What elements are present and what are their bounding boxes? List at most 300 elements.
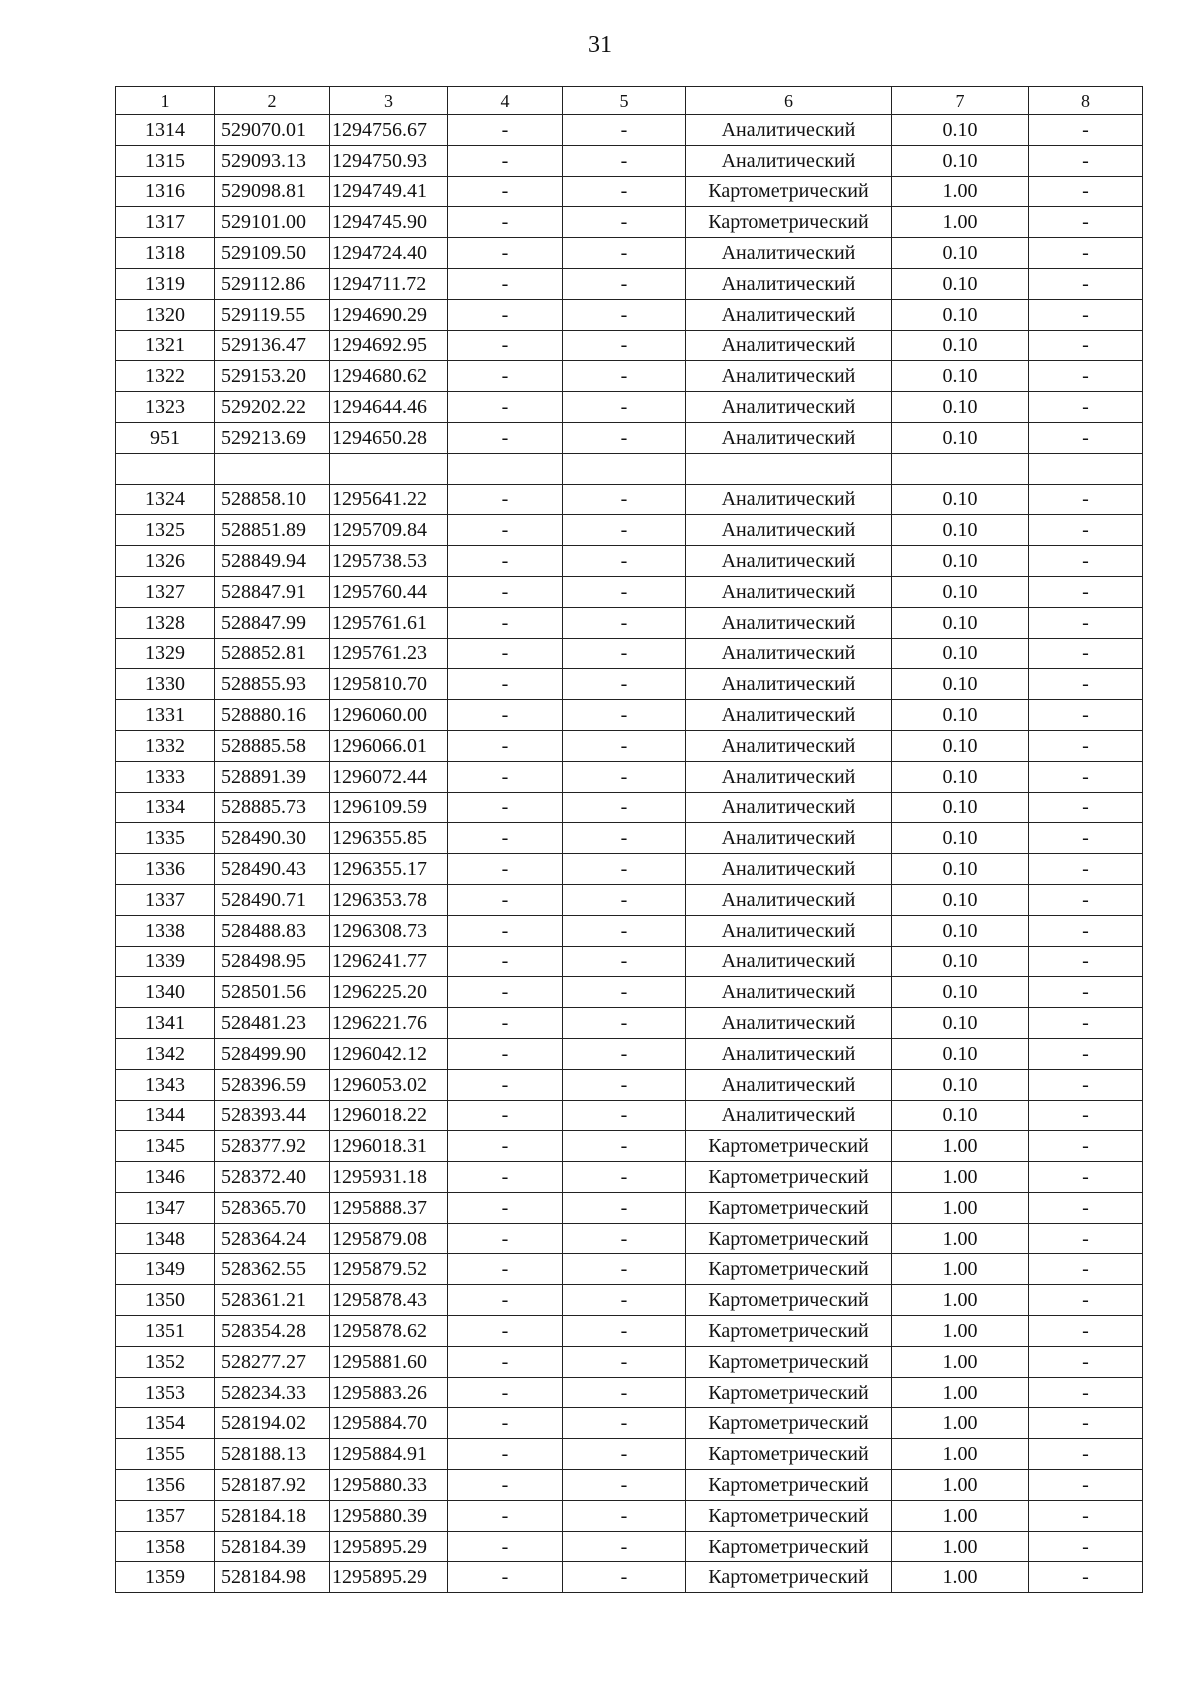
y-coordinate-cell: 1296109.59 <box>330 792 448 823</box>
point-number-cell: 1350 <box>116 1285 215 1316</box>
method-cell: Картометрический <box>686 1377 892 1408</box>
point-number-cell: 1338 <box>116 915 215 946</box>
y-coordinate-cell: 1295884.91 <box>330 1439 448 1470</box>
accuracy-cell: 0.10 <box>892 145 1029 176</box>
column-4-cell: - <box>448 1377 563 1408</box>
column-8-cell: - <box>1029 1346 1143 1377</box>
accuracy-cell: 1.00 <box>892 1192 1029 1223</box>
column-8-cell: - <box>1029 1470 1143 1501</box>
accuracy-cell: 1.00 <box>892 1500 1029 1531</box>
column-4-cell: - <box>448 1254 563 1285</box>
table-row <box>116 1162 1143 1193</box>
column-5-cell: - <box>563 361 686 392</box>
x-coordinate-cell: 528501.56 <box>215 977 330 1008</box>
column-4-cell: - <box>448 1316 563 1347</box>
y-coordinate-cell: 1296053.02 <box>330 1069 448 1100</box>
x-coordinate-cell: 528499.90 <box>215 1038 330 1069</box>
y-coordinate-cell: 1296355.17 <box>330 854 448 885</box>
point-number-cell: 1359 <box>116 1562 215 1593</box>
column-4-cell: - <box>448 946 563 977</box>
x-coordinate-cell: 529136.47 <box>215 330 330 361</box>
accuracy-cell: 1.00 <box>892 1439 1029 1470</box>
column-5-cell: - <box>563 115 686 146</box>
column-5-cell: - <box>563 392 686 423</box>
x-coordinate-cell: 528885.58 <box>215 730 330 761</box>
column-5-cell: - <box>563 1069 686 1100</box>
method-cell: Картометрический <box>686 1439 892 1470</box>
x-coordinate-cell: 528354.28 <box>215 1316 330 1347</box>
accuracy-cell: 0.10 <box>892 299 1029 330</box>
y-coordinate-cell: 1294644.46 <box>330 392 448 423</box>
method-cell: Аналитический <box>686 607 892 638</box>
table-row <box>116 946 1143 977</box>
column-8-cell: - <box>1029 607 1143 638</box>
x-coordinate-cell: 529093.13 <box>215 145 330 176</box>
column-5-cell: - <box>563 330 686 361</box>
point-number-cell <box>116 453 215 484</box>
column-4-cell: - <box>448 884 563 915</box>
column-4-cell: - <box>448 823 563 854</box>
accuracy-cell: 0.10 <box>892 361 1029 392</box>
column-5-cell: - <box>563 1377 686 1408</box>
column-4-cell: - <box>448 607 563 638</box>
accuracy-cell: 0.10 <box>892 669 1029 700</box>
table-row <box>116 207 1143 238</box>
column-4-cell <box>448 453 563 484</box>
table-row <box>116 1531 1143 1562</box>
table-row <box>116 268 1143 299</box>
header-cell: 5 <box>563 87 686 115</box>
column-8-cell: - <box>1029 730 1143 761</box>
column-5-cell: - <box>563 761 686 792</box>
column-4-cell: - <box>448 792 563 823</box>
x-coordinate-cell: 529098.81 <box>215 176 330 207</box>
x-coordinate-cell: 528490.30 <box>215 823 330 854</box>
point-number-cell: 1314 <box>116 115 215 146</box>
table-row <box>116 977 1143 1008</box>
method-cell: Картометрический <box>686 1254 892 1285</box>
table-row <box>116 607 1143 638</box>
column-4-cell: - <box>448 361 563 392</box>
point-number-cell: 1348 <box>116 1223 215 1254</box>
y-coordinate-cell: 1296308.73 <box>330 915 448 946</box>
accuracy-cell: 1.00 <box>892 1562 1029 1593</box>
y-coordinate-cell: 1295709.84 <box>330 515 448 546</box>
table-row <box>116 1192 1143 1223</box>
point-number-cell: 1344 <box>116 1100 215 1131</box>
column-8-cell: - <box>1029 946 1143 977</box>
header-cell: 8 <box>1029 87 1143 115</box>
column-5-cell: - <box>563 915 686 946</box>
method-cell: Картометрический <box>686 1192 892 1223</box>
accuracy-cell: 0.10 <box>892 638 1029 669</box>
accuracy-cell: 0.10 <box>892 392 1029 423</box>
method-cell: Аналитический <box>686 1069 892 1100</box>
y-coordinate-cell: 1296042.12 <box>330 1038 448 1069</box>
column-8-cell: - <box>1029 915 1143 946</box>
point-number-cell: 1345 <box>116 1131 215 1162</box>
point-number-cell: 1322 <box>116 361 215 392</box>
y-coordinate-cell: 1295883.26 <box>330 1377 448 1408</box>
method-cell: Картометрический <box>686 1531 892 1562</box>
method-cell: Аналитический <box>686 730 892 761</box>
accuracy-cell: 1.00 <box>892 176 1029 207</box>
method-cell: Аналитический <box>686 238 892 269</box>
column-4-cell: - <box>448 1439 563 1470</box>
column-8-cell: - <box>1029 1285 1143 1316</box>
method-cell: Картометрический <box>686 1470 892 1501</box>
method-cell: Аналитический <box>686 823 892 854</box>
y-coordinate-cell: 1295888.37 <box>330 1192 448 1223</box>
column-8-cell: - <box>1029 145 1143 176</box>
column-8-cell: - <box>1029 1316 1143 1347</box>
y-coordinate-cell: 1295878.62 <box>330 1316 448 1347</box>
table-row <box>116 792 1143 823</box>
point-number-cell: 1357 <box>116 1500 215 1531</box>
column-8-cell: - <box>1029 854 1143 885</box>
accuracy-cell: 0.10 <box>892 546 1029 577</box>
column-4-cell: - <box>448 1470 563 1501</box>
column-5-cell: - <box>563 576 686 607</box>
x-coordinate-cell: 529101.00 <box>215 207 330 238</box>
y-coordinate-cell: 1295884.70 <box>330 1408 448 1439</box>
method-cell: Аналитический <box>686 422 892 453</box>
column-4-cell: - <box>448 422 563 453</box>
column-4-cell: - <box>448 330 563 361</box>
y-coordinate-cell: 1296355.85 <box>330 823 448 854</box>
y-coordinate-cell: 1295895.29 <box>330 1562 448 1593</box>
point-number-cell: 1315 <box>116 145 215 176</box>
column-5-cell: - <box>563 792 686 823</box>
method-cell: Аналитический <box>686 946 892 977</box>
table-row <box>116 484 1143 515</box>
point-number-cell: 1342 <box>116 1038 215 1069</box>
x-coordinate-cell: 528847.99 <box>215 607 330 638</box>
column-8-cell: - <box>1029 1377 1143 1408</box>
y-coordinate-cell: 1294756.67 <box>330 115 448 146</box>
point-number-cell: 1318 <box>116 238 215 269</box>
method-cell: Картометрический <box>686 1162 892 1193</box>
y-coordinate-cell: 1294711.72 <box>330 268 448 299</box>
accuracy-cell: 1.00 <box>892 1285 1029 1316</box>
column-8-cell: - <box>1029 1254 1143 1285</box>
column-8-cell: - <box>1029 392 1143 423</box>
table-row <box>116 823 1143 854</box>
method-cell: Картометрический <box>686 1285 892 1316</box>
method-cell: Аналитический <box>686 299 892 330</box>
column-5-cell: - <box>563 207 686 238</box>
column-5-cell: - <box>563 1562 686 1593</box>
method-cell: Картометрический <box>686 1131 892 1162</box>
point-number-cell: 1316 <box>116 176 215 207</box>
column-5-cell: - <box>563 1038 686 1069</box>
x-coordinate-cell: 528481.23 <box>215 1008 330 1039</box>
accuracy-cell: 0.10 <box>892 915 1029 946</box>
accuracy-cell: 0.10 <box>892 884 1029 915</box>
accuracy-cell: 0.10 <box>892 1008 1029 1039</box>
header-cell: 6 <box>686 87 892 115</box>
column-8-cell: - <box>1029 576 1143 607</box>
point-number-cell: 1327 <box>116 576 215 607</box>
table-row <box>116 392 1143 423</box>
y-coordinate-cell: 1296060.00 <box>330 700 448 731</box>
accuracy-cell: 1.00 <box>892 1408 1029 1439</box>
point-number-cell: 1329 <box>116 638 215 669</box>
x-coordinate-cell: 528184.39 <box>215 1531 330 1562</box>
column-4-cell: - <box>448 669 563 700</box>
header-cell: 3 <box>330 87 448 115</box>
method-cell: Аналитический <box>686 915 892 946</box>
column-4-cell: - <box>448 238 563 269</box>
x-coordinate-cell: 528490.43 <box>215 854 330 885</box>
column-5-cell: - <box>563 238 686 269</box>
accuracy-cell: 1.00 <box>892 1316 1029 1347</box>
column-5-cell: - <box>563 730 686 761</box>
method-cell: Аналитический <box>686 977 892 1008</box>
y-coordinate-cell: 1296353.78 <box>330 884 448 915</box>
point-number-cell: 1347 <box>116 1192 215 1223</box>
point-number-cell: 1337 <box>116 884 215 915</box>
point-number-cell: 1334 <box>116 792 215 823</box>
x-coordinate-cell: 528364.24 <box>215 1223 330 1254</box>
x-coordinate-cell: 529070.01 <box>215 115 330 146</box>
column-4-cell: - <box>448 268 563 299</box>
point-number-cell: 1317 <box>116 207 215 238</box>
column-5-cell: - <box>563 854 686 885</box>
column-5-cell: - <box>563 268 686 299</box>
accuracy-cell: 0.10 <box>892 515 1029 546</box>
method-cell: Аналитический <box>686 145 892 176</box>
x-coordinate-cell: 528377.92 <box>215 1131 330 1162</box>
accuracy-cell: 1.00 <box>892 1223 1029 1254</box>
method-cell: Аналитический <box>686 1008 892 1039</box>
column-4-cell: - <box>448 546 563 577</box>
column-5-cell: - <box>563 1254 686 1285</box>
column-4-cell: - <box>448 730 563 761</box>
point-number-cell: 1333 <box>116 761 215 792</box>
point-number-cell: 1336 <box>116 854 215 885</box>
accuracy-cell: 0.10 <box>892 268 1029 299</box>
x-coordinate-cell: 528365.70 <box>215 1192 330 1223</box>
method-cell: Картометрический <box>686 1562 892 1593</box>
method-cell: Картометрический <box>686 1223 892 1254</box>
accuracy-cell: 0.10 <box>892 422 1029 453</box>
y-coordinate-cell: 1295738.53 <box>330 546 448 577</box>
method-cell: Аналитический <box>686 515 892 546</box>
y-coordinate-cell: 1295878.43 <box>330 1285 448 1316</box>
column-8-cell: - <box>1029 1131 1143 1162</box>
x-coordinate-cell: 528851.89 <box>215 515 330 546</box>
method-cell: Картометрический <box>686 176 892 207</box>
x-coordinate-cell: 528880.16 <box>215 700 330 731</box>
column-8-cell: - <box>1029 884 1143 915</box>
column-4-cell: - <box>448 638 563 669</box>
column-8-cell: - <box>1029 546 1143 577</box>
y-coordinate-cell: 1294745.90 <box>330 207 448 238</box>
column-4-cell: - <box>448 1131 563 1162</box>
table-row <box>116 884 1143 915</box>
table-row <box>116 299 1143 330</box>
column-4-cell: - <box>448 484 563 515</box>
y-coordinate-cell: 1296241.77 <box>330 946 448 977</box>
method-cell: Аналитический <box>686 330 892 361</box>
accuracy-cell: 1.00 <box>892 1346 1029 1377</box>
y-coordinate-cell: 1294692.95 <box>330 330 448 361</box>
x-coordinate-cell: 529153.20 <box>215 361 330 392</box>
x-coordinate-cell: 528847.91 <box>215 576 330 607</box>
table-row <box>116 330 1143 361</box>
column-8-cell: - <box>1029 238 1143 269</box>
column-8-cell: - <box>1029 700 1143 731</box>
column-8-cell: - <box>1029 1531 1143 1562</box>
accuracy-cell: 0.10 <box>892 115 1029 146</box>
table-row <box>116 546 1143 577</box>
column-4-cell: - <box>448 1100 563 1131</box>
column-5-cell: - <box>563 823 686 854</box>
y-coordinate-cell: 1295761.61 <box>330 607 448 638</box>
accuracy-cell: 0.10 <box>892 977 1029 1008</box>
y-coordinate-cell: 1295881.60 <box>330 1346 448 1377</box>
column-5-cell: - <box>563 638 686 669</box>
column-5-cell: - <box>563 1131 686 1162</box>
table-row <box>116 1470 1143 1501</box>
y-coordinate-cell: 1295880.33 <box>330 1470 448 1501</box>
method-cell: Аналитический <box>686 546 892 577</box>
point-number-cell: 1354 <box>116 1408 215 1439</box>
y-coordinate-cell: 1295879.52 <box>330 1254 448 1285</box>
method-cell: Картометрический <box>686 207 892 238</box>
x-coordinate-cell: 529119.55 <box>215 299 330 330</box>
y-coordinate-cell: 1295641.22 <box>330 484 448 515</box>
column-5-cell: - <box>563 1008 686 1039</box>
accuracy-cell <box>892 453 1029 484</box>
column-4-cell: - <box>448 299 563 330</box>
accuracy-cell: 0.10 <box>892 761 1029 792</box>
column-4-cell: - <box>448 977 563 1008</box>
point-number-cell: 1321 <box>116 330 215 361</box>
table-row <box>116 422 1143 453</box>
method-cell: Аналитический <box>686 761 892 792</box>
column-8-cell: - <box>1029 761 1143 792</box>
table-row <box>116 1069 1143 1100</box>
point-number-cell: 1356 <box>116 1470 215 1501</box>
point-number-cell: 1340 <box>116 977 215 1008</box>
point-number-cell: 1341 <box>116 1008 215 1039</box>
point-number-cell: 1351 <box>116 1316 215 1347</box>
y-coordinate-cell: 1295931.18 <box>330 1162 448 1193</box>
column-8-cell: - <box>1029 1008 1143 1039</box>
point-number-cell: 1339 <box>116 946 215 977</box>
column-8-cell: - <box>1029 1069 1143 1100</box>
column-8-cell: - <box>1029 1562 1143 1593</box>
table-row <box>116 453 1143 484</box>
y-coordinate-cell: 1296072.44 <box>330 761 448 792</box>
point-number-cell: 1325 <box>116 515 215 546</box>
x-coordinate-cell: 528855.93 <box>215 669 330 700</box>
x-coordinate-cell: 528488.83 <box>215 915 330 946</box>
column-8-cell: - <box>1029 638 1143 669</box>
column-5-cell: - <box>563 1285 686 1316</box>
column-4-cell: - <box>448 1285 563 1316</box>
column-5-cell: - <box>563 1346 686 1377</box>
table-row <box>116 115 1143 146</box>
column-4-cell: - <box>448 1562 563 1593</box>
column-4-cell: - <box>448 392 563 423</box>
column-5-cell: - <box>563 700 686 731</box>
x-coordinate-cell: 528234.33 <box>215 1377 330 1408</box>
column-8-cell: - <box>1029 422 1143 453</box>
column-4-cell: - <box>448 1008 563 1039</box>
table-row <box>116 145 1143 176</box>
point-number-cell: 1349 <box>116 1254 215 1285</box>
column-5-cell: - <box>563 1162 686 1193</box>
header-row <box>116 87 1143 115</box>
accuracy-cell: 0.10 <box>892 238 1029 269</box>
column-8-cell: - <box>1029 515 1143 546</box>
column-5-cell: - <box>563 884 686 915</box>
accuracy-cell: 1.00 <box>892 1162 1029 1193</box>
table-row <box>116 238 1143 269</box>
table-row <box>116 1285 1143 1316</box>
column-8-cell: - <box>1029 207 1143 238</box>
table-row <box>116 1500 1143 1531</box>
column-4-cell: - <box>448 1162 563 1193</box>
y-coordinate-cell: 1295760.44 <box>330 576 448 607</box>
x-coordinate-cell: 528396.59 <box>215 1069 330 1100</box>
header-cell: 2 <box>215 87 330 115</box>
accuracy-cell: 0.10 <box>892 1100 1029 1131</box>
table-row <box>116 361 1143 392</box>
y-coordinate-cell: 1295880.39 <box>330 1500 448 1531</box>
coordinates-table <box>115 86 1143 1593</box>
x-coordinate-cell: 528187.92 <box>215 1470 330 1501</box>
header-cell: 4 <box>448 87 563 115</box>
y-coordinate-cell <box>330 453 448 484</box>
method-cell: Аналитический <box>686 115 892 146</box>
y-coordinate-cell: 1296018.31 <box>330 1131 448 1162</box>
column-4-cell: - <box>448 1223 563 1254</box>
column-5-cell: - <box>563 946 686 977</box>
method-cell: Картометрический <box>686 1500 892 1531</box>
method-cell: Аналитический <box>686 1038 892 1069</box>
column-5-cell: - <box>563 1470 686 1501</box>
accuracy-cell: 0.10 <box>892 792 1029 823</box>
accuracy-cell: 1.00 <box>892 1531 1029 1562</box>
y-coordinate-cell: 1294750.93 <box>330 145 448 176</box>
y-coordinate-cell: 1295810.70 <box>330 669 448 700</box>
column-8-cell: - <box>1029 299 1143 330</box>
accuracy-cell: 0.10 <box>892 607 1029 638</box>
y-coordinate-cell: 1294724.40 <box>330 238 448 269</box>
point-number-cell: 1343 <box>116 1069 215 1100</box>
table-row <box>116 730 1143 761</box>
accuracy-cell: 0.10 <box>892 946 1029 977</box>
table-row <box>116 1008 1143 1039</box>
method-cell: Аналитический <box>686 700 892 731</box>
method-cell: Аналитический <box>686 792 892 823</box>
x-coordinate-cell: 529112.86 <box>215 268 330 299</box>
accuracy-cell: 0.10 <box>892 1069 1029 1100</box>
x-coordinate-cell: 528490.71 <box>215 884 330 915</box>
table-row <box>116 1408 1143 1439</box>
point-number-cell: 1352 <box>116 1346 215 1377</box>
column-5-cell: - <box>563 1100 686 1131</box>
accuracy-cell: 0.10 <box>892 700 1029 731</box>
column-5-cell: - <box>563 422 686 453</box>
column-4-cell: - <box>448 1192 563 1223</box>
method-cell: Аналитический <box>686 576 892 607</box>
accuracy-cell: 0.10 <box>892 330 1029 361</box>
